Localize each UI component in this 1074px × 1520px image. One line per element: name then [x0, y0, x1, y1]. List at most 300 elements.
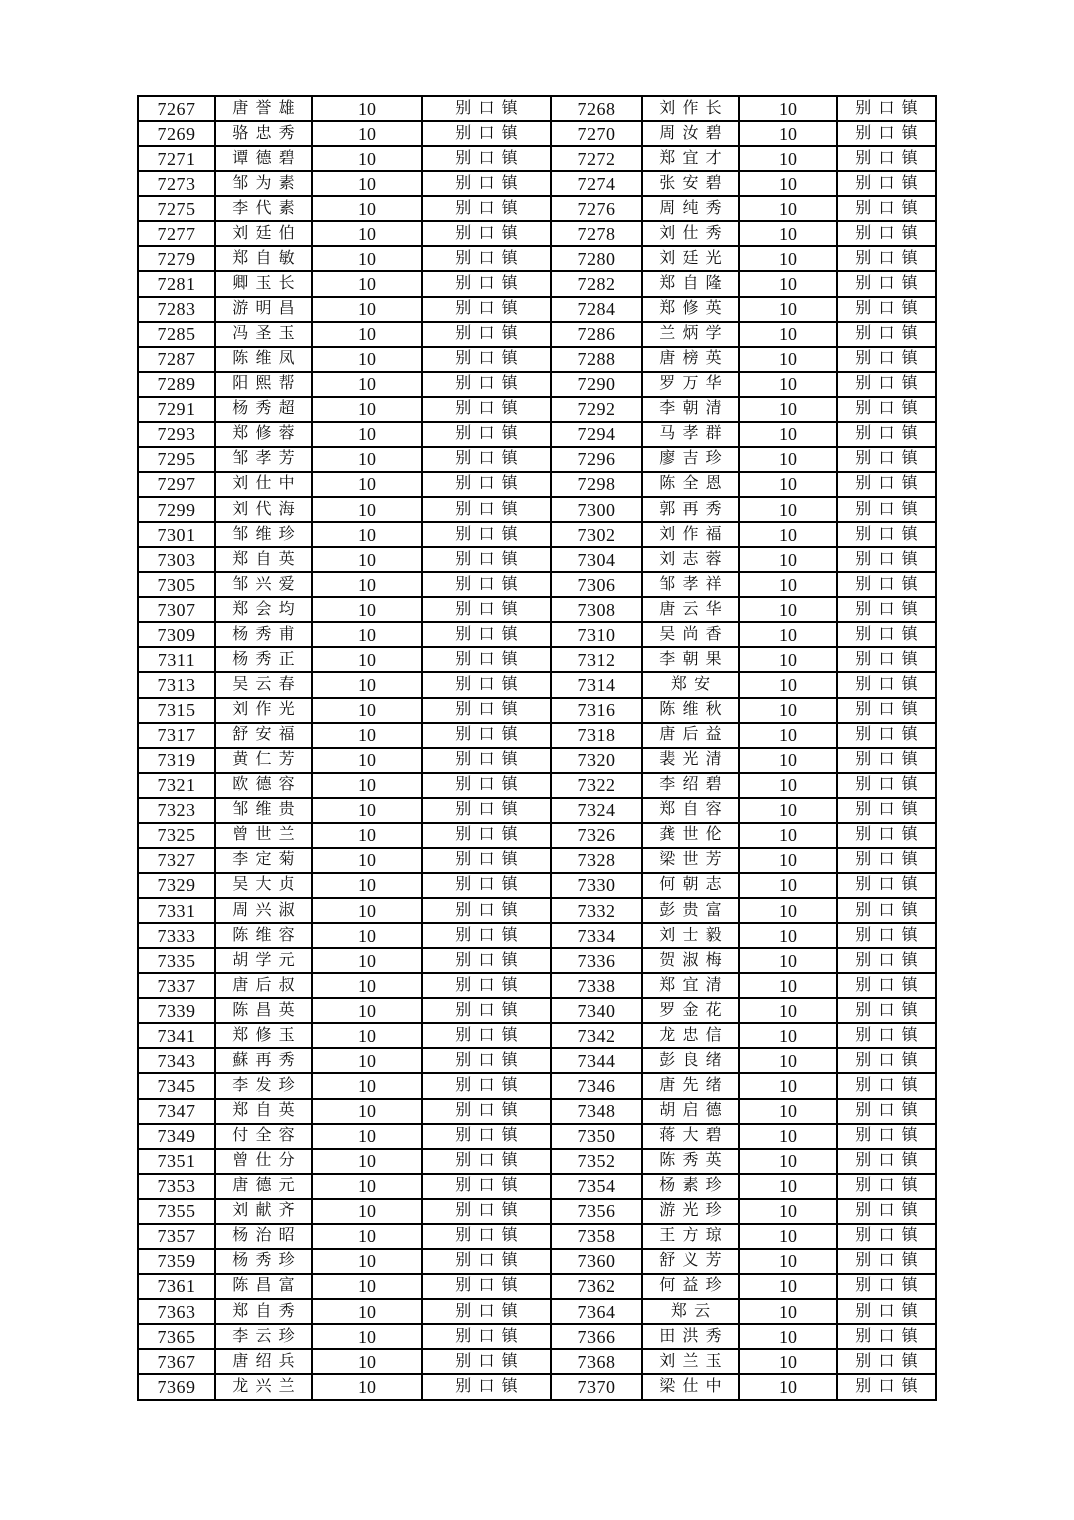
name-cell: 陈全恩 [642, 472, 739, 497]
serial-cell: 7295 [138, 447, 215, 472]
value-cell: 10 [739, 1224, 837, 1249]
serial-cell: 7271 [138, 146, 215, 171]
serial-cell: 7359 [138, 1249, 215, 1274]
name-cell: 陈维容 [215, 923, 312, 948]
value-cell: 10 [739, 246, 837, 271]
value-cell: 10 [312, 472, 422, 497]
serial-cell: 7364 [551, 1299, 642, 1324]
serial-cell: 7281 [138, 271, 215, 296]
value-cell: 10 [739, 647, 837, 672]
value-cell: 10 [312, 647, 422, 672]
table-row [138, 121, 936, 146]
serial-cell: 7289 [138, 372, 215, 397]
value-cell: 10 [312, 271, 422, 296]
town-cell: 别口镇 [422, 347, 551, 372]
value-cell: 10 [312, 597, 422, 622]
name-cell: 马孝群 [642, 422, 739, 447]
town-cell: 别口镇 [837, 547, 936, 572]
roster-table [137, 95, 937, 1401]
town-cell: 别口镇 [422, 322, 551, 347]
serial-cell: 7319 [138, 748, 215, 773]
serial-cell: 7309 [138, 622, 215, 647]
name-cell: 邹孝芳 [215, 447, 312, 472]
serial-cell: 7358 [551, 1224, 642, 1249]
town-cell: 别口镇 [837, 1299, 936, 1324]
town-cell: 别口镇 [422, 773, 551, 798]
town-cell: 别口镇 [422, 1224, 551, 1249]
town-cell: 别口镇 [837, 221, 936, 246]
town-cell: 别口镇 [837, 347, 936, 372]
name-cell: 欧德容 [215, 773, 312, 798]
town-cell: 别口镇 [837, 998, 936, 1023]
name-cell: 杨素珍 [642, 1174, 739, 1199]
value-cell: 10 [739, 422, 837, 447]
serial-cell: 7296 [551, 447, 642, 472]
value-cell: 10 [739, 1199, 837, 1224]
serial-cell: 7290 [551, 372, 642, 397]
town-cell: 别口镇 [422, 422, 551, 447]
value-cell: 10 [739, 823, 837, 848]
serial-cell: 7331 [138, 898, 215, 923]
serial-cell: 7279 [138, 246, 215, 271]
value-cell: 10 [739, 522, 837, 547]
table-row [138, 572, 936, 597]
serial-cell: 7349 [138, 1124, 215, 1149]
name-cell: 阳熙帮 [215, 372, 312, 397]
value-cell: 10 [312, 923, 422, 948]
name-cell: 廖吉珍 [642, 447, 739, 472]
name-cell: 贺淑梅 [642, 948, 739, 973]
serial-cell: 7345 [138, 1073, 215, 1098]
name-cell: 冯圣玉 [215, 322, 312, 347]
value-cell: 10 [739, 171, 837, 196]
name-cell: 骆忠秀 [215, 121, 312, 146]
serial-cell: 7277 [138, 221, 215, 246]
value-cell: 10 [739, 873, 837, 898]
value-cell: 10 [312, 547, 422, 572]
town-cell: 别口镇 [837, 497, 936, 522]
table-row [138, 597, 936, 622]
name-cell: 周汝碧 [642, 121, 739, 146]
serial-cell: 7367 [138, 1349, 215, 1374]
town-cell: 别口镇 [837, 246, 936, 271]
town-cell: 别口镇 [422, 246, 551, 271]
value-cell: 10 [739, 96, 837, 121]
value-cell: 10 [739, 948, 837, 973]
town-cell: 别口镇 [422, 1073, 551, 1098]
name-cell: 罗万华 [642, 372, 739, 397]
name-cell: 杨秀珍 [215, 1249, 312, 1274]
serial-cell: 7346 [551, 1073, 642, 1098]
value-cell: 10 [312, 146, 422, 171]
serial-cell: 7325 [138, 823, 215, 848]
name-cell: 周兴淑 [215, 898, 312, 923]
town-cell: 别口镇 [422, 923, 551, 948]
table-row [138, 647, 936, 672]
name-cell: 郑修蓉 [215, 422, 312, 447]
value-cell: 10 [312, 522, 422, 547]
town-cell: 别口镇 [422, 96, 551, 121]
town-cell: 别口镇 [422, 873, 551, 898]
serial-cell: 7275 [138, 196, 215, 221]
name-cell: 刘志蓉 [642, 547, 739, 572]
serial-cell: 7298 [551, 472, 642, 497]
serial-cell: 7337 [138, 973, 215, 998]
name-cell: 郑自秀 [215, 1299, 312, 1324]
name-cell: 蒋大碧 [642, 1124, 739, 1149]
name-cell: 彭贵富 [642, 898, 739, 923]
serial-cell: 7294 [551, 422, 642, 447]
value-cell: 10 [312, 1099, 422, 1124]
town-cell: 别口镇 [837, 773, 936, 798]
serial-cell: 7356 [551, 1199, 642, 1224]
value-cell: 10 [739, 271, 837, 296]
serial-cell: 7339 [138, 998, 215, 1023]
serial-cell: 7313 [138, 672, 215, 697]
table-row [138, 372, 936, 397]
value-cell: 10 [312, 422, 422, 447]
serial-cell: 7362 [551, 1274, 642, 1299]
table-row [138, 1374, 936, 1400]
name-cell: 兰炳学 [642, 322, 739, 347]
serial-cell: 7280 [551, 246, 642, 271]
serial-cell: 7292 [551, 397, 642, 422]
town-cell: 别口镇 [837, 447, 936, 472]
value-cell: 10 [739, 146, 837, 171]
serial-cell: 7336 [551, 948, 642, 973]
town-cell: 别口镇 [837, 1124, 936, 1149]
value-cell: 10 [312, 196, 422, 221]
name-cell: 陈昌英 [215, 998, 312, 1023]
name-cell: 李云珍 [215, 1324, 312, 1349]
name-cell: 卿玉长 [215, 271, 312, 296]
name-cell: 郑云 [642, 1299, 739, 1324]
table-row [138, 973, 936, 998]
table-row [138, 472, 936, 497]
value-cell: 10 [739, 798, 837, 823]
table-row [138, 1274, 936, 1299]
name-cell: 刘廷伯 [215, 221, 312, 246]
name-cell: 杨治昭 [215, 1224, 312, 1249]
serial-cell: 7272 [551, 146, 642, 171]
name-cell: 唐榜英 [642, 347, 739, 372]
town-cell: 别口镇 [837, 723, 936, 748]
name-cell: 邹孝祥 [642, 572, 739, 597]
town-cell: 别口镇 [422, 748, 551, 773]
town-cell: 别口镇 [422, 121, 551, 146]
table-row [138, 1324, 936, 1349]
town-cell: 别口镇 [422, 597, 551, 622]
value-cell: 10 [312, 773, 422, 798]
name-cell: 刘献齐 [215, 1199, 312, 1224]
name-cell: 李绍碧 [642, 773, 739, 798]
value-cell: 10 [739, 698, 837, 723]
serial-cell: 7276 [551, 196, 642, 221]
town-cell: 别口镇 [422, 547, 551, 572]
value-cell: 10 [312, 221, 422, 246]
serial-cell: 7310 [551, 622, 642, 647]
table-row [138, 798, 936, 823]
table-row [138, 1349, 936, 1374]
table-row [138, 1199, 936, 1224]
serial-cell: 7363 [138, 1299, 215, 1324]
town-cell: 别口镇 [837, 1073, 936, 1098]
serial-cell: 7354 [551, 1174, 642, 1199]
serial-cell: 7327 [138, 848, 215, 873]
value-cell: 10 [312, 171, 422, 196]
roster-table-body [138, 96, 936, 1400]
town-cell: 别口镇 [837, 121, 936, 146]
serial-cell: 7322 [551, 773, 642, 798]
town-cell: 别口镇 [837, 397, 936, 422]
town-cell: 别口镇 [837, 923, 936, 948]
town-cell: 别口镇 [422, 146, 551, 171]
serial-cell: 7368 [551, 1349, 642, 1374]
value-cell: 10 [739, 973, 837, 998]
value-cell: 10 [739, 1324, 837, 1349]
name-cell: 吴尚香 [642, 622, 739, 647]
value-cell: 10 [739, 1249, 837, 1274]
serial-cell: 7269 [138, 121, 215, 146]
name-cell: 刘作长 [642, 96, 739, 121]
table-row [138, 96, 936, 121]
value-cell: 10 [739, 1299, 837, 1324]
serial-cell: 7330 [551, 873, 642, 898]
value-cell: 10 [312, 497, 422, 522]
table-row [138, 1023, 936, 1048]
value-cell: 10 [312, 1249, 422, 1274]
value-cell: 10 [312, 96, 422, 121]
town-cell: 别口镇 [837, 96, 936, 121]
serial-cell: 7299 [138, 497, 215, 522]
town-cell: 别口镇 [422, 1374, 551, 1400]
table-row [138, 196, 936, 221]
town-cell: 别口镇 [422, 948, 551, 973]
table-row [138, 848, 936, 873]
town-cell: 别口镇 [837, 873, 936, 898]
town-cell: 别口镇 [837, 1174, 936, 1199]
value-cell: 10 [312, 1299, 422, 1324]
value-cell: 10 [312, 698, 422, 723]
table-row [138, 447, 936, 472]
table-row [138, 1099, 936, 1124]
serial-cell: 7293 [138, 422, 215, 447]
name-cell: 郑宜清 [642, 973, 739, 998]
town-cell: 别口镇 [837, 171, 936, 196]
serial-cell: 7365 [138, 1324, 215, 1349]
town-cell: 别口镇 [422, 998, 551, 1023]
serial-cell: 7311 [138, 647, 215, 672]
serial-cell: 7370 [551, 1374, 642, 1400]
town-cell: 别口镇 [422, 497, 551, 522]
name-cell: 陈秀英 [642, 1149, 739, 1174]
serial-cell: 7300 [551, 497, 642, 522]
name-cell: 陈维秋 [642, 698, 739, 723]
serial-cell: 7316 [551, 698, 642, 723]
town-cell: 别口镇 [422, 572, 551, 597]
name-cell: 梁仕中 [642, 1374, 739, 1400]
serial-cell: 7342 [551, 1023, 642, 1048]
name-cell: 刘代海 [215, 497, 312, 522]
name-cell: 杨秀甫 [215, 622, 312, 647]
name-cell: 彭良绪 [642, 1048, 739, 1073]
name-cell: 唐云华 [642, 597, 739, 622]
serial-cell: 7347 [138, 1099, 215, 1124]
value-cell: 10 [312, 347, 422, 372]
serial-cell: 7301 [138, 522, 215, 547]
table-row [138, 1124, 936, 1149]
town-cell: 别口镇 [837, 1199, 936, 1224]
value-cell: 10 [739, 1048, 837, 1073]
table-row [138, 271, 936, 296]
town-cell: 别口镇 [837, 1374, 936, 1400]
name-cell: 龙兴兰 [215, 1374, 312, 1400]
name-cell: 龙忠信 [642, 1023, 739, 1048]
town-cell: 别口镇 [837, 823, 936, 848]
town-cell: 别口镇 [422, 397, 551, 422]
table-row [138, 1048, 936, 1073]
value-cell: 10 [739, 1349, 837, 1374]
town-cell: 别口镇 [422, 1048, 551, 1073]
table-row [138, 146, 936, 171]
town-cell: 别口镇 [837, 622, 936, 647]
serial-cell: 7267 [138, 96, 215, 121]
serial-cell: 7307 [138, 597, 215, 622]
serial-cell: 7328 [551, 848, 642, 873]
name-cell: 郑安 [642, 672, 739, 697]
value-cell: 10 [739, 1124, 837, 1149]
value-cell: 10 [312, 1124, 422, 1149]
town-cell: 别口镇 [837, 1149, 936, 1174]
value-cell: 10 [312, 1174, 422, 1199]
name-cell: 李朝果 [642, 647, 739, 672]
name-cell: 刘作光 [215, 698, 312, 723]
name-cell: 郑自英 [215, 1099, 312, 1124]
town-cell: 别口镇 [422, 372, 551, 397]
value-cell: 10 [312, 1374, 422, 1400]
value-cell: 10 [312, 998, 422, 1023]
town-cell: 别口镇 [422, 1124, 551, 1149]
town-cell: 别口镇 [422, 171, 551, 196]
serial-cell: 7297 [138, 472, 215, 497]
name-cell: 郑自英 [215, 547, 312, 572]
serial-cell: 7308 [551, 597, 642, 622]
serial-cell: 7351 [138, 1149, 215, 1174]
value-cell: 10 [312, 823, 422, 848]
value-cell: 10 [312, 672, 422, 697]
town-cell: 别口镇 [422, 472, 551, 497]
serial-cell: 7287 [138, 347, 215, 372]
serial-cell: 7268 [551, 96, 642, 121]
town-cell: 别口镇 [422, 1174, 551, 1199]
town-cell: 别口镇 [422, 271, 551, 296]
serial-cell: 7306 [551, 572, 642, 597]
serial-cell: 7321 [138, 773, 215, 798]
town-cell: 别口镇 [837, 748, 936, 773]
name-cell: 陈维凤 [215, 347, 312, 372]
town-cell: 别口镇 [837, 572, 936, 597]
serial-cell: 7305 [138, 572, 215, 597]
serial-cell: 7334 [551, 923, 642, 948]
town-cell: 别口镇 [422, 1324, 551, 1349]
value-cell: 10 [312, 246, 422, 271]
town-cell: 别口镇 [837, 973, 936, 998]
value-cell: 10 [312, 622, 422, 647]
table-row [138, 322, 936, 347]
town-cell: 别口镇 [837, 898, 936, 923]
name-cell: 裴光清 [642, 748, 739, 773]
value-cell: 10 [312, 1274, 422, 1299]
table-row [138, 1174, 936, 1199]
name-cell: 游明昌 [215, 297, 312, 322]
name-cell: 刘仕中 [215, 472, 312, 497]
value-cell: 10 [739, 297, 837, 322]
name-cell: 杨秀正 [215, 647, 312, 672]
table-row [138, 171, 936, 196]
serial-cell: 7304 [551, 547, 642, 572]
town-cell: 别口镇 [837, 196, 936, 221]
table-row [138, 723, 936, 748]
serial-cell: 7333 [138, 923, 215, 948]
value-cell: 10 [312, 748, 422, 773]
name-cell: 唐德元 [215, 1174, 312, 1199]
name-cell: 刘兰玉 [642, 1349, 739, 1374]
value-cell: 10 [739, 1274, 837, 1299]
town-cell: 别口镇 [837, 322, 936, 347]
name-cell: 唐后叔 [215, 973, 312, 998]
town-cell: 别口镇 [837, 698, 936, 723]
town-cell: 别口镇 [422, 1299, 551, 1324]
town-cell: 别口镇 [422, 1199, 551, 1224]
value-cell: 10 [312, 297, 422, 322]
name-cell: 王方琼 [642, 1224, 739, 1249]
value-cell: 10 [739, 597, 837, 622]
serial-cell: 7314 [551, 672, 642, 697]
town-cell: 别口镇 [422, 1349, 551, 1374]
serial-cell: 7273 [138, 171, 215, 196]
serial-cell: 7366 [551, 1324, 642, 1349]
serial-cell: 7302 [551, 522, 642, 547]
value-cell: 10 [739, 1023, 837, 1048]
name-cell: 吴大贞 [215, 873, 312, 898]
name-cell: 郑修玉 [215, 1023, 312, 1048]
value-cell: 10 [739, 723, 837, 748]
table-row [138, 698, 936, 723]
town-cell: 别口镇 [422, 1274, 551, 1299]
value-cell: 10 [312, 948, 422, 973]
serial-cell: 7352 [551, 1149, 642, 1174]
name-cell: 刘士毅 [642, 923, 739, 948]
value-cell: 10 [312, 973, 422, 998]
serial-cell: 7284 [551, 297, 642, 322]
value-cell: 10 [739, 848, 837, 873]
name-cell: 张安碧 [642, 171, 739, 196]
name-cell: 唐后益 [642, 723, 739, 748]
value-cell: 10 [739, 397, 837, 422]
table-row [138, 397, 936, 422]
name-cell: 邹为素 [215, 171, 312, 196]
town-cell: 别口镇 [422, 1149, 551, 1174]
value-cell: 10 [739, 347, 837, 372]
value-cell: 10 [312, 723, 422, 748]
table-row [138, 347, 936, 372]
name-cell: 曾仕分 [215, 1149, 312, 1174]
name-cell: 龚世伦 [642, 823, 739, 848]
table-row [138, 497, 936, 522]
serial-cell: 7353 [138, 1174, 215, 1199]
name-cell: 郑自容 [642, 798, 739, 823]
value-cell: 10 [312, 397, 422, 422]
